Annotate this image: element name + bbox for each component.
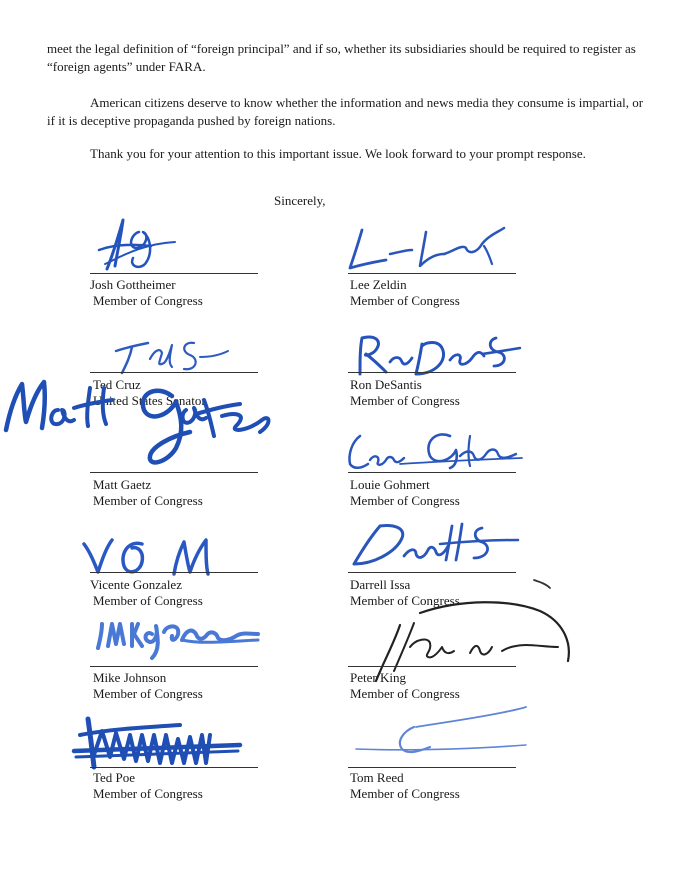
signature-line bbox=[348, 666, 516, 667]
signature-louie-gohmert bbox=[340, 424, 525, 474]
signatory-title: Member of Congress bbox=[350, 593, 460, 608]
signatory-name: Ted Poe bbox=[93, 770, 136, 785]
signature-line bbox=[348, 372, 516, 373]
signatory-title: United States Senator bbox=[93, 393, 206, 408]
signatory-title: Member of Congress bbox=[350, 293, 460, 308]
signatory-name: Josh Gottheimer bbox=[90, 277, 176, 292]
signature-line bbox=[348, 472, 516, 473]
signatory-title: Member of Congress bbox=[93, 493, 203, 508]
signature-ted-poe bbox=[70, 705, 245, 775]
signatory-title: Member of Congress bbox=[350, 686, 460, 701]
signatory-name: Tom Reed bbox=[350, 770, 404, 785]
signature-darrell-issa bbox=[340, 518, 520, 570]
signatory-title: Member of Congress bbox=[350, 493, 460, 508]
paragraph-citizens: American citizens deserve to know whether the information and news media they consume is impartial, or if it is deceptive propaganda pushed by foreign nations. bbox=[47, 95, 644, 128]
signature-lee-zeldin bbox=[340, 224, 520, 274]
signatory-title: Member of Congress bbox=[350, 786, 460, 801]
signatory-title: Member of Congress bbox=[93, 293, 203, 308]
signature-line bbox=[90, 273, 258, 274]
signature-line bbox=[348, 767, 516, 768]
signature-line bbox=[90, 472, 258, 473]
signatory-name: Ted Cruz bbox=[93, 377, 141, 392]
paragraph-foreign-principal: meet the legal definition of “foreign principal” and if so, whether its subsidiaries should be required to register as “foreign agents” under FARA. bbox=[47, 41, 636, 74]
signatory-title: Member of Congress bbox=[93, 593, 203, 608]
signatory-name: Darrell Issa bbox=[350, 577, 411, 592]
signatory-name: Mike Johnson bbox=[93, 670, 167, 685]
signature-josh-gottheimer bbox=[95, 214, 185, 274]
signatory-title: Member of Congress bbox=[350, 393, 460, 408]
signature-line bbox=[90, 666, 258, 667]
closing-sincerely: Sincerely, bbox=[274, 193, 326, 208]
signatory-name: Ron DeSantis bbox=[350, 377, 422, 392]
signature-line bbox=[348, 572, 516, 573]
signature-line bbox=[90, 767, 258, 768]
signatory-name: Vicente Gonzalez bbox=[90, 577, 182, 592]
signature-line bbox=[90, 572, 258, 573]
signature-matt-gaetz bbox=[0, 370, 275, 475]
signatory-title: Member of Congress bbox=[93, 686, 203, 701]
signatory-name: Lee Zeldin bbox=[350, 277, 407, 292]
signatory-name: Peter King bbox=[350, 670, 406, 685]
paragraph-thank-you: Thank you for your attention to this important issue. We look forward to your prompt response. bbox=[90, 146, 586, 161]
signatory-name: Louie Gohmert bbox=[350, 477, 430, 492]
signatory-title: Member of Congress bbox=[93, 786, 203, 801]
signature-mike-johnson bbox=[90, 610, 260, 660]
signature-tom-reed bbox=[350, 705, 530, 765]
stray-mark bbox=[530, 574, 554, 590]
signature-line bbox=[348, 273, 516, 274]
signatory-name: Matt Gaetz bbox=[93, 477, 152, 492]
